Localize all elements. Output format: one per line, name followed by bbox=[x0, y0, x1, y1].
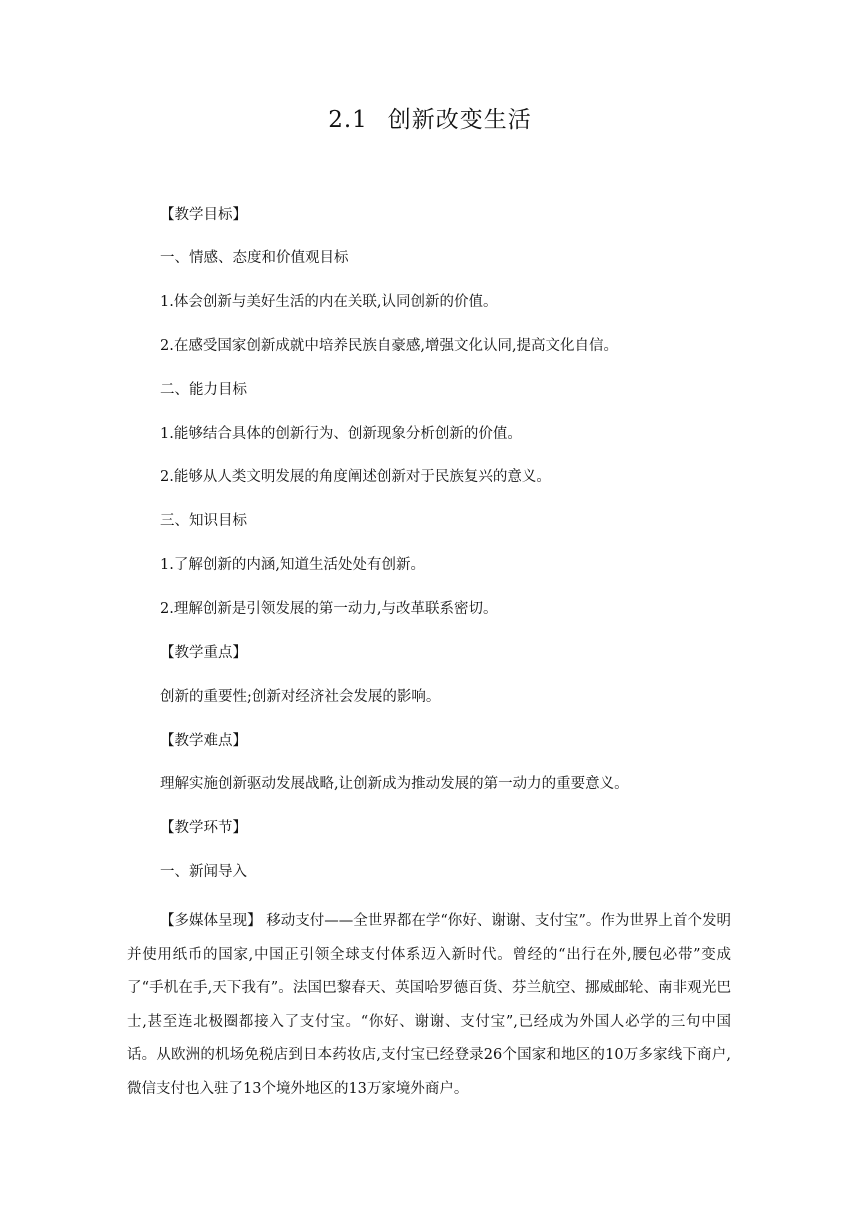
multimedia-paragraph: 【多媒体呈现】 移动支付——全世界都在学“你好、谢谢、支付宝”。作为世界上首个发明并使用纸币的国家,中国正引领全球支付体系迈入新时代。曾经的“出行在外,腰包必带”变成了“手机在手,天下我有”。法国巴黎春天、英国哈罗德百货、芬兰航空、挪威邮轮、南非观光巴士,甚至连北极圈都接入了支付宝。“你好、谢谢、支付宝”,已经成为外国人必学的三句中国话。从欧洲的机场免税店到日本药妆店,支付宝已经登录26个国家和地区的10万多家线下商户,微信支付也入驻了13个境外地区的13万家境外商户。 bbox=[127, 913, 731, 1097]
section-number: 2.1 bbox=[328, 107, 368, 133]
knowledge-goal-1: 1.了解创新的内涵,知道生活处处有创新。 bbox=[160, 557, 425, 573]
attitude-goal-2: 2.在感受国家创新成就中培养民族自豪感,增强文化认同,提高文化自信。 bbox=[160, 338, 619, 354]
subheading-ability-goals: 二、能力目标 bbox=[160, 382, 247, 398]
heading-difficult-points: 【教学难点】 bbox=[160, 733, 247, 749]
subheading-news-intro: 一、新闻导入 bbox=[160, 864, 247, 880]
title-text: 创新改变生活 bbox=[387, 107, 532, 133]
knowledge-goal-2: 2.理解创新是引领发展的第一动力,与改革联系密切。 bbox=[160, 601, 498, 617]
ability-goal-1: 1.能够结合具体的创新行为、创新现象分析创新的价值。 bbox=[160, 426, 522, 442]
heading-teaching-steps: 【教学环节】 bbox=[160, 820, 247, 836]
difficult-points-text: 理解实施创新驱动发展战略,让创新成为推动发展的第一动力的重要意义。 bbox=[160, 776, 629, 792]
subheading-knowledge-goals: 三、知识目标 bbox=[160, 513, 247, 529]
subheading-attitude-goals: 一、情感、态度和价值观目标 bbox=[160, 250, 349, 266]
key-points-text: 创新的重要性;创新对经济社会发展的影响。 bbox=[160, 689, 441, 705]
attitude-goal-1: 1.体会创新与美好生活的内在关联,认同创新的价值。 bbox=[160, 294, 498, 310]
document-title bbox=[0, 104, 860, 136]
heading-teaching-objectives: 【教学目标】 bbox=[160, 207, 247, 223]
heading-key-points: 【教学重点】 bbox=[160, 645, 247, 661]
ability-goal-2: 2.能够从人类文明发展的角度阐述创新对于民族复兴的意义。 bbox=[160, 469, 551, 485]
